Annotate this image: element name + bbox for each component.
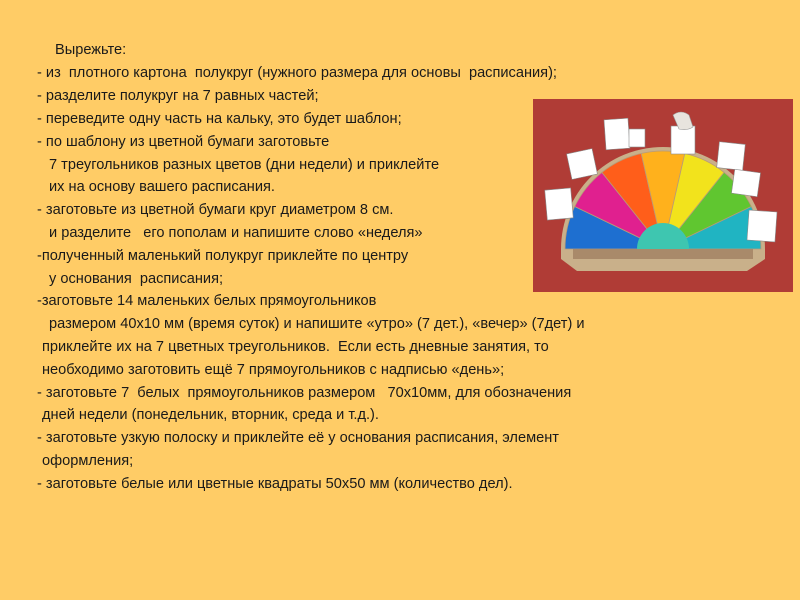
- decor-strip: [573, 249, 753, 259]
- instruction-line: и разделите его пополам и напишите слово «неделя»: [49, 225, 423, 241]
- instruction-line: - из плотного картона полукруг (нужного размера для основы расписания);: [37, 65, 557, 81]
- schedule-photo: [533, 99, 793, 292]
- picture-card: [629, 129, 645, 147]
- instruction-line: размером 40х10 мм (время суток) и напишите «утро» (7 дет.), «вечер» (7дет) и: [49, 316, 585, 332]
- picture-card: [747, 210, 777, 242]
- instruction-line: - заготовьте узкую полоску и приклейте её у основания расписания, элемент: [37, 430, 559, 446]
- picture-card: [731, 169, 760, 196]
- instruction-line: -заготовьте 14 маленьких белых прямоугольников: [37, 293, 377, 309]
- instruction-line: - заготовьте из цветной бумаги круг диаметром 8 см.: [37, 202, 394, 218]
- instruction-line: - по шаблону из цветной бумаги заготовьте: [37, 134, 330, 150]
- picture-card: [671, 126, 695, 154]
- instruction-heading: Вырежьте:: [55, 42, 127, 58]
- instruction-line: оформления;: [42, 453, 134, 469]
- picture-card: [545, 188, 574, 220]
- instruction-line: - заготовьте белые или цветные квадраты 50х50 мм (количество дел).: [37, 476, 513, 492]
- instruction-line: дней недели (понедельник, вторник, среда и т.д.).: [42, 407, 379, 423]
- picture-card: [567, 149, 598, 180]
- instruction-line: - переведите одну часть на кальку, это будет шаблон;: [37, 111, 402, 127]
- instruction-line: - заготовьте 7 белых прямоугольников размером 70х10мм, для обозначения: [37, 385, 572, 401]
- instruction-line: их на основу вашего расписания.: [49, 179, 275, 195]
- instruction-line: необходимо заготовить ещё 7 прямоугольников с надписью «день»;: [42, 362, 505, 378]
- instruction-line: у основания расписания;: [49, 271, 224, 287]
- instruction-line: приклейте их на 7 цветных треугольников. Если есть дневные занятия, то: [42, 339, 549, 355]
- picture-card: [604, 118, 630, 150]
- instruction-line: -полученный маленький полукруг приклейте по центру: [37, 248, 409, 264]
- picture-card: [717, 142, 746, 171]
- instruction-line: - разделите полукруг на 7 равных частей;: [37, 88, 319, 104]
- schedule-illustration: [533, 99, 793, 292]
- instruction-line: 7 треугольников разных цветов (дни недели) и приклейте: [49, 157, 440, 173]
